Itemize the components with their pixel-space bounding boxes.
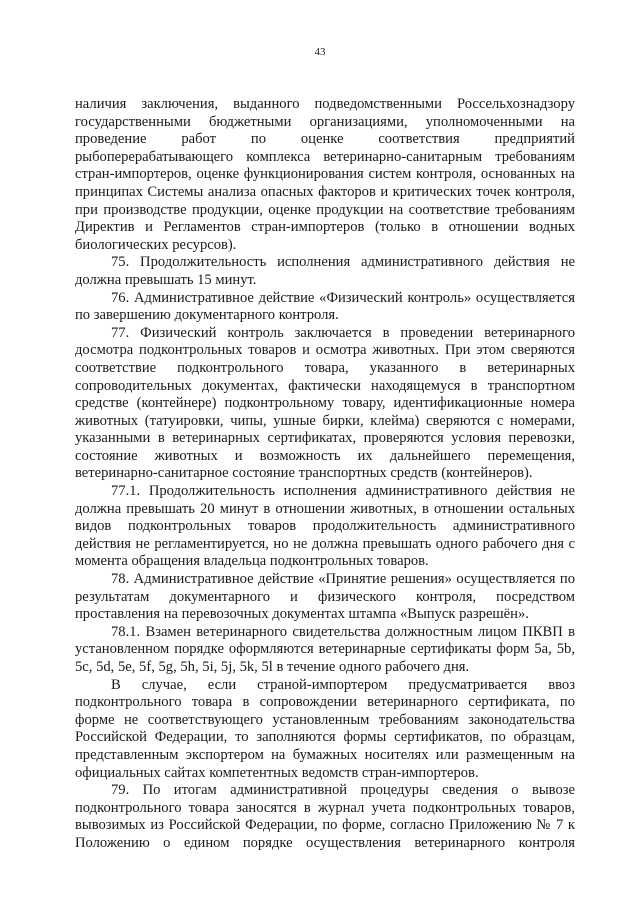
- page-number: 43: [314, 46, 326, 58]
- paragraph-77-1: 77.1. Продолжительность исполнения административного действия не должна превышать 20 минут в отношении животных, в отношении остальных видов подконтрольных товаров продолжительность административного действия не регламентируется, но не должна превышать одного рабочего дня с момента обращения владельца подконтрольных товаров.: [75, 483, 575, 570]
- paragraph-certificate-case: В случае, если страной-импортером предусматривается ввоз подконтрольного товара в сопровождении ветеринарного сертификата, по форме не соответствующего установленным требованиям законодательства Российской Федерации, то заполняются формы сертификатов, по образцам, представленным экспортером на бумажных носителях или размещенным на официальных сайтах компетентных ведомств стран-импортеров.: [75, 676, 575, 781]
- paragraph-continuation: наличия заключения, выданного подведомственными Россельхознадзору государственными бюджетными организациями, уполномоченными на проведение работ по оценке соответствия предприятий рыбоперерабатывающего комплекса ветеринарно-санитарным требованиям стран-импортеров, оценке функционирования систем контроля, основанных на принципах Системы анализа опасных факторов и критических точек контроля, при производстве продукции, оценке продукции на соответствие требованиям Директив и Регламентов стран-импортеров (только в отношении водных биологических ресурсов).: [75, 96, 575, 253]
- document-body: [75, 96, 575, 853]
- paragraph-79: 79. По итогам административной процедуры сведения о вывозе подконтрольного товара заносятся в журнал учета подконтрольных товаров, вывозимых из Российской Федерации, по форме, согласно Приложению № 7 к Положению о едином порядке осуществления ветеринарного контроля: [75, 782, 575, 851]
- paragraph-78-1: 78.1. Взамен ветеринарного свидетельства должностным лицом ПКВП в установленном порядке оформляются ветеринарные сертификаты форм 5a, 5b, 5c, 5d, 5e, 5f, 5g, 5h, 5i, 5j, 5k, 5l в течение одного рабочего дня.: [75, 623, 575, 675]
- paragraph-76: 76. Административное действие «Физический контроль» осуществляется по завершению документарного контроля.: [75, 289, 575, 324]
- paragraph-77: 77. Физический контроль заключается в проведении ветеринарного досмотра подконтрольных товаров и осмотра животных. При этом сверяются соответствие подконтрольного товара, указанного в ветеринарных сопроводительных документах, фактически находящемуся в транспортном средстве (контейнере) подконтрольному товару, идентификационные номера животных (татуировки, чипы, ушные бирки, клейма) сверяются с номерами, указанными в ветеринарных сертификатах, проверяются условия перевозки, состояние животных и возможность их дальнейшего перемещения, ветеринарно-санитарное состояние транспортных средств (контейнеров).: [75, 324, 575, 482]
- paragraph-75: 75. Продолжительность исполнения административного действия не должна превышать 15 минут.: [75, 254, 575, 288]
- paragraph-78: 78. Административное действие «Принятие решения» осуществляется по результатам документарного и физического контроля, посредством проставления на перевозочных документах штампа «Выпуск разрешён».: [75, 571, 575, 623]
